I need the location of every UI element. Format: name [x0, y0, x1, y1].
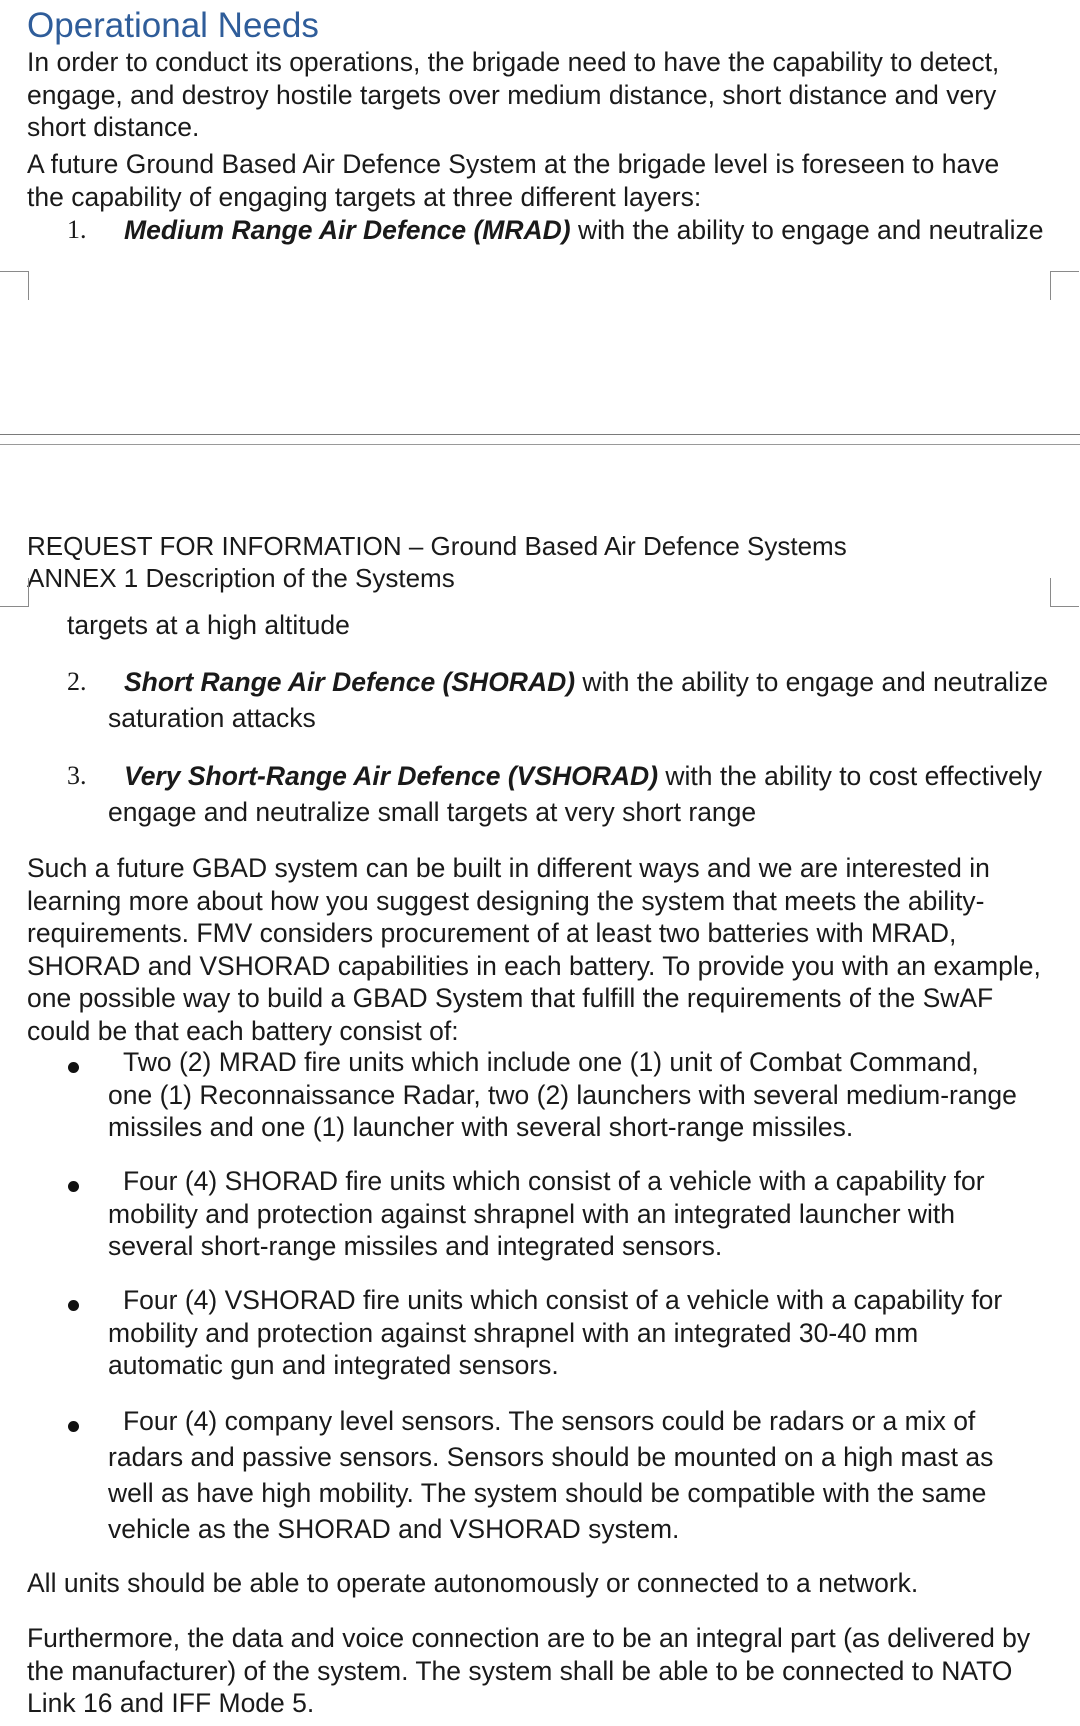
gbad-line: could be that each battery consist of:	[27, 1015, 459, 1046]
bullet-text	[108, 1284, 1048, 1382]
connectivity-line: Furthermore, the data and voice connection are to be an integral part (as delivered by	[27, 1623, 1031, 1653]
page-break-line	[0, 434, 1080, 435]
bullet-line: mobility and protection against shrapnel with an integrated 30-40 mm	[108, 1317, 919, 1348]
list-number: 2.	[67, 667, 87, 696]
section-heading: Operational Needs	[27, 6, 319, 45]
vshorad-description-line2: engage and neutralize small targets at very short range	[108, 797, 757, 827]
bullet-line: Four (4) company level sensors. The sensors could be radars or a mix of	[123, 1406, 976, 1436]
list-item-mrad-text	[124, 212, 1044, 248]
shorad-term: Short Range Air Defence (SHORAD)	[124, 667, 576, 697]
bullet-line: one (1) Reconnaissance Radar, two (2) launchers with several medium-range	[108, 1079, 1017, 1110]
page-header-annex: ANNEX 1 Description of the Systems	[27, 563, 455, 593]
vshorad-term: Very Short-Range Air Defence (VSHORAD)	[124, 761, 659, 791]
bullet-line: well as have high mobility. The system should be compatible with the same	[108, 1478, 987, 1508]
gbad-line: requirements. FMV considers procurement of at least two batteries with MRAD,	[27, 918, 957, 948]
page-break-line	[0, 444, 1080, 445]
connectivity-line: the manufacturer) of the system. The system shall be able to be connected to NATO	[27, 1655, 1013, 1686]
document-page-1	[0, 0, 1080, 440]
crop-mark-top-left	[0, 271, 29, 300]
bullet-line: Four (4) VSHORAD fire units which consist of a vehicle with a capability for	[123, 1285, 1003, 1315]
bullet-line: automatic gun and integrated sensors.	[108, 1350, 559, 1380]
connectivity-line: Link 16 and IFF Mode 5.	[27, 1688, 315, 1718]
bullet-text	[108, 1403, 1048, 1547]
bullet-line: missiles and one (1) launcher with several short-range missiles.	[108, 1112, 854, 1142]
shorad-description: with the ability to engage and neutralize	[575, 667, 1048, 697]
bullet-text	[108, 1165, 1048, 1263]
bullet-line: several short-range missiles and integrated sensors.	[108, 1231, 723, 1261]
gbad-line: Such a future GBAD system can be built in different ways and we are interested in	[27, 853, 990, 883]
intro-paragraph	[27, 46, 1047, 144]
gbad-line: learning more about how you suggest designing the system that meets the ability-	[27, 885, 985, 916]
bullet-line: vehicle as the SHORAD and VSHORAD system.	[108, 1514, 680, 1544]
autonomy-paragraph: All units should be able to operate autonomously or connected to a network.	[27, 1568, 919, 1598]
intro-line: In order to conduct its operations, the brigade need to have the capability to detect,	[27, 47, 1000, 77]
gbad-line: SHORAD and VSHORAD capabilities in each battery. To provide you with an example,	[27, 950, 1041, 981]
connectivity-paragraph	[27, 1622, 1047, 1720]
bullet-dot	[68, 1062, 79, 1073]
page-header-title: REQUEST FOR INFORMATION – Ground Based Air Defence Systems	[27, 531, 847, 561]
list-number: 3.	[67, 761, 87, 790]
vshorad-description: with the ability to cost effectively	[658, 761, 1042, 791]
crop-mark-top-right	[1050, 271, 1079, 300]
list-item-shorad-text	[124, 664, 1048, 700]
intro-line: short distance.	[27, 112, 200, 142]
bullet-dot	[68, 1300, 79, 1311]
bullet-dot	[68, 1181, 79, 1192]
gbad-line: one possible way to build a GBAD System that fulfill the requirements of the SwAF	[27, 983, 994, 1013]
bullet-line: Four (4) SHORAD fire units which consist of a vehicle with a capability for	[123, 1166, 985, 1196]
gbad-paragraph	[27, 852, 1047, 1047]
bullet-text	[108, 1046, 1048, 1144]
bullet-line: mobility and protection against shrapnel with an integrated launcher with	[108, 1198, 956, 1229]
bullet-line: Two (2) MRAD fire units which include one (1) unit of Combat Command,	[123, 1047, 979, 1077]
list-item-vshorad-text	[124, 758, 1042, 794]
list-number: 1.	[67, 215, 87, 244]
crop-mark-bottom-left	[0, 578, 29, 607]
bullet-dot	[68, 1421, 79, 1432]
mrad-description: with the ability to engage and neutralize	[570, 215, 1044, 245]
crop-mark-bottom-right	[1050, 578, 1079, 607]
future-line: A future Ground Based Air Defence System at the brigade level is foreseen to have	[27, 149, 1000, 179]
shorad-description-line2: saturation attacks	[108, 703, 316, 733]
bullet-line: radars and passive sensors. Sensors should be mounted on a high mast as	[108, 1442, 994, 1472]
mrad-continuation: targets at a high altitude	[67, 610, 350, 640]
future-line: the capability of engaging targets at three different layers:	[27, 181, 702, 212]
intro-line: engage, and destroy hostile targets over medium distance, short distance and very	[27, 79, 997, 110]
mrad-term: Medium Range Air Defence (MRAD)	[124, 215, 571, 245]
future-system-paragraph	[27, 148, 1047, 213]
